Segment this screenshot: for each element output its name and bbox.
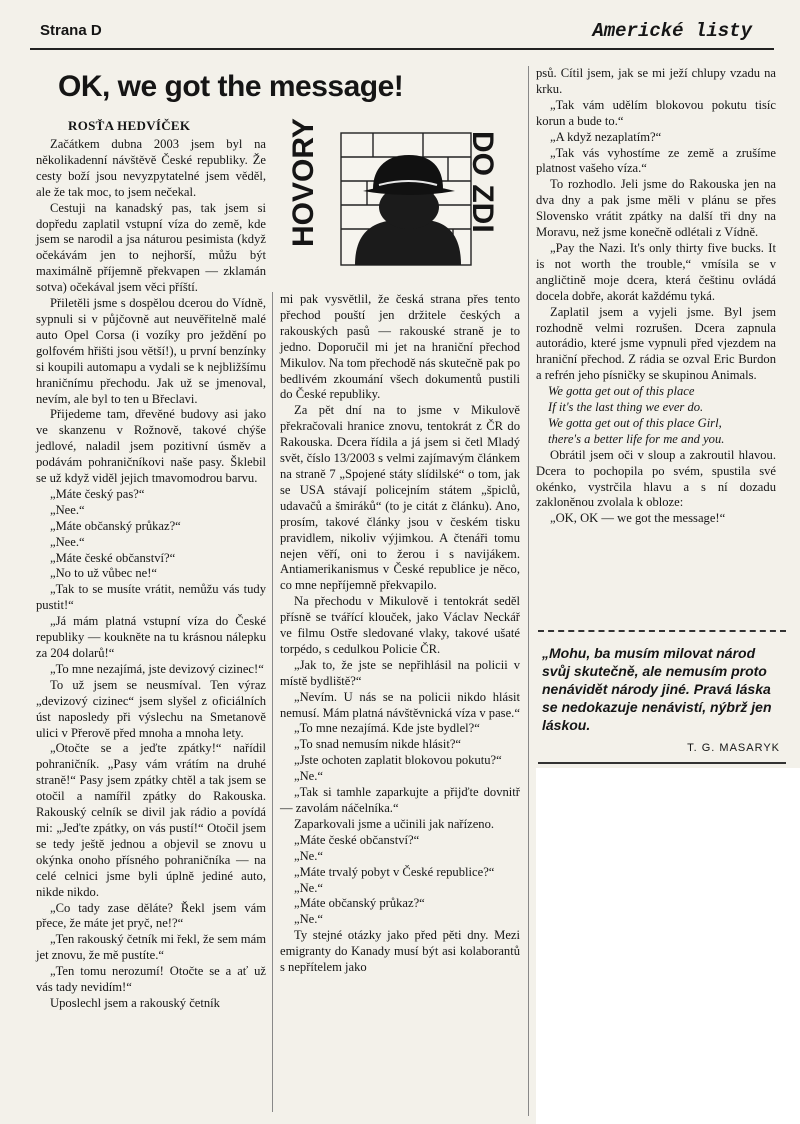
quote-bottom-rule [538, 762, 786, 764]
dialogue-line: „Tak si tamhle zaparkujte a přijďte dovnitř — zavolám náčelníka.“ [280, 785, 520, 815]
paragraph: To už jsem se neusmíval. Ten výraz „devizový cizinec“ jsem slyšel z oficiálních úst naposledy při výslechu na Smetanově ulici v Přerově před mnoha a mnoha lety. [36, 677, 266, 740]
paragraph: Přijedeme tam, dřevěné budovy asi jako ve skanzenu v Rožnově, takové chýše jedlové, naladil jsem pozitivní úsměv a podávám pohraničníkovi naše pasy. Šklebil se už když viděl jejich tmavomodrou barvu. [36, 407, 266, 486]
dialogue-line: „Ne.“ [294, 912, 324, 927]
paragraph: Začátkem dubna 2003 jsem byl na několikadenní návštěvě České republiky. Že cesty boží jsou nevyzpytatelné jsem věděl, ale že tak moc, to jsem nečekal. [36, 137, 266, 199]
article-column-3 [536, 66, 776, 527]
quote-author: T. G. MASARYK [687, 742, 780, 754]
masaryk-quote-box [538, 630, 786, 764]
dialogue-line: „Nee.“ [50, 502, 85, 517]
dialogue-line: „Ne.“ [294, 880, 324, 895]
article-column-1 [36, 137, 266, 1012]
dialogue-line: „To mne nezajímá, jste devizový cizinec!“ [50, 661, 264, 676]
logo-right-word: DO ZDI [466, 131, 499, 233]
song-lyric: there's a better life for me and you. [548, 431, 725, 446]
dialogue-line: „Máte trvalý pobyt v České republice?“ [294, 864, 495, 879]
dialogue-line: „Máte občanský průkaz?“ [50, 518, 181, 533]
dialogue-line: „Máte český pas?“ [50, 486, 145, 501]
dialogue-line: „Nee.“ [50, 534, 85, 549]
dialogue-line: „Jste ochoten zaplatit blokovou pokutu?“ [294, 753, 502, 768]
paragraph: Za pět dní na to jsme v Mikulově překračovali hranice znovu, tentokrát z ČR do Rakouska. Dcera řídila a já jsem si četl Mladý svět, číslo 13/2003 s velmi zajímavým článkem na straně 7 „Spojené státy slídilské“ o tom, jak se USA stávají policejním státem „špiclů, udavačů a šmiráků“ (to je citát z článku). Ano, prosím, takové články jsou v českém tisku pravidlem, nikoliv výjimkou. A čtenáři tomu nejen věří, oni to žerou i s navijákem. Antiamerikanismus v České republice je něco, co mne nepříjemně překvapilo. [280, 403, 520, 593]
dialogue-line: „Jak to, že jste se nepřihlásil na policii v místě bydliště?“ [280, 657, 520, 688]
dialogue-line: „Ne.“ [294, 769, 324, 784]
dialogue-line: „Máte české občanství?“ [50, 550, 176, 565]
dialogue-line: „Nevím. U nás se na policii nikdo hlásit nemusí. Mám platná návštěvnická víza v pase.“ [280, 689, 520, 720]
song-lyric: We gotta get out of this place Girl, [548, 415, 722, 430]
page-label: Strana D [40, 22, 102, 39]
dialogue-line: „OK, OK — we got the message!“ [550, 511, 726, 526]
quote-top-rule [538, 630, 786, 632]
column-divider [272, 292, 273, 1112]
quote-text: „Mohu, ba musím milovat národ svůj skutečně, ale nemusím proto nenávidět národy jiné. Pravá láska se nedokazuje nenávistí, nýbrž jen láskou. [542, 645, 772, 733]
paragraph: Obrátil jsem oči v sloup a zakroutil hlavou. Dcera to pochopila po svém, spustila své okénko, vystrčila hlavu a s ní dozadu zakloněnou zvolala k obloze: [536, 447, 776, 510]
header-rule [30, 48, 774, 50]
dialogue-line: „Tak to se musíte vrátit, nemůžu vás tudy pustit!“ [36, 582, 266, 613]
paragraph: Zaparkovali jsme a učinili jak nařízeno. [294, 816, 495, 831]
dialogue-line: „Ten rakouský četník mi řekl, že sem mám jet znovu, že mě pustíte.“ [36, 932, 266, 963]
column-divider [528, 66, 529, 1116]
dialogue-line: „Máte české občanství?“ [294, 832, 420, 847]
paragraph: „Otočte se a jeďte zpátky!“ nařídil pohraničník. „Pasy vám vrátím na druhé straně!“ Pasy jsem zpátky chtěl a tak jsem se otočil a namířil zpátky do Rakouska. Rakouský celník se divil jak rádio a povídá mi: „Jeďte zpátky, on vás pustí!“ Otočil jsem se tedy ještě jednou a objevil se znovu u okýnka onoho přísného pohraničníka — na celé celnici jsme byli úplně jediné auto, nikde nikdo. [36, 741, 266, 899]
dialogue-line: „To snad nemusím nikde hlásit?“ [294, 737, 461, 752]
paragraph: To rozhodlo. Jeli jsme do Rakouska jen na dva dny a pak jsme měli v plánu se přes Slovensko vrátit zpátky na další tři dny na Moravu, než jsme konečně odlétali z Vídně. [536, 177, 776, 240]
article-author: ROSŤA HEDVÍČEK [68, 118, 191, 133]
dialogue-line: „A když nezaplatím?“ [550, 129, 662, 144]
dialogue-line: „Já mám platná vstupní víza do České republiky — koukněte na tu krásnou nálepku za 204 dolarů!“ [36, 614, 266, 660]
article-column-2 [280, 292, 520, 976]
paragraph: Ty stejné otázky jako před pěti dny. Mezi emigranty do Kanady musí být asi kolaborantů s nepřítelem jako [280, 928, 520, 975]
article-title: OK, we got the message! [58, 70, 404, 103]
blank-area [536, 768, 800, 1124]
paragraph: Zaplatil jsem a vyjeli jsme. Byl jsem rozhodně velmi rozrušen. Dcera zapnula autorádio, které jsme vypnuli před vjezdem na hraniční přechod. Z rádia se ozval Eric Burdon a refrén jeho písničky se skupinou Animals. [536, 304, 776, 383]
paragraph: „Pay the Nazi. It's only thirty five bucks. It is not worth the trouble,“ vmísila se v angličtině moje dcera, která češtinu ovládá docela dobře, akorát každému tyká. [536, 240, 776, 303]
song-lyric: If it's the last thing we ever do. [548, 400, 704, 415]
paragraph: Na přechodu v Mikulově i tentokrát seděl přísně se tvářící klouček, jako Václav Neckář ve filmu Ostře sledované vlaky, takové ušaté torpédo, s cedulkou Policie ČR. [280, 594, 520, 656]
dialogue-line: „To mne nezajímá. Kde jste bydlel?“ [294, 721, 480, 736]
song-lyric: We gotta get out of this place [548, 384, 695, 399]
dialogue-line: „No to už vůbec ne!“ [50, 566, 157, 581]
dialogue-line: „Ten tomu nerozumí! Otočte se a ať už vás tady nevidím!“ [36, 964, 266, 995]
dialogue-line: „Máte občanský průkaz?“ [294, 896, 425, 911]
dialogue-line: „Tak vás vyhostíme ze země a zrušíme platnost vašeho víza.“ [536, 145, 776, 176]
paragraph: mi pak vysvětlil, že česká strana přes tento přechod pouští jen držitele českých a rakouských pasů — rakouské straně je to jedno. Doporučil mi jet na hraniční přechod Mikulov. Na tom přechodě nás skutečně pak po bedlivém zkoumání všech dokumentů pustili do České republiky. [280, 292, 520, 402]
dialogue-line: „Ne.“ [294, 848, 324, 863]
publication-name: Americké listy [592, 20, 752, 42]
logo-left-word: HOVORY [287, 118, 320, 247]
column-logo [283, 118, 501, 273]
paragraph: Přiletěli jsme s dospělou dcerou do Vídně, sypnuli si v půjčovně aut neuvěřitelně malé auto Opel Corsa (i vozíky pro ježdění po golfovém hřišti jsou větší!), u první benzínky si koupili automapu a vydali se k nejbližšímu hraničnímu přechodu. Jak už se jmenoval, nevím, ale byl to ten u Břeclavi. [36, 296, 266, 406]
dialogue-line: „Co tady zase děláte? Řekl jsem vám přece, že máte jet pryč, ne!?“ [36, 900, 266, 931]
paragraph: Cestuji na kanadský pas, tak jsem si dopředu zaplatil vstupní víza do země, kde jsem se narodil a jsa náturou pesimista (když očekávám jen to nejhorší, můžu být maximálně příjemně překvapen — zklamán sotva) očekával jsem věci příští. [36, 200, 266, 295]
dialogue-line: „Tak vám udělím blokovou pokutu tisíc korun a bude to.“ [536, 97, 776, 128]
paragraph: psů. Cítil jsem, jak se mi ježí chlupy vzadu na krku. [536, 66, 776, 96]
paragraph: Uposlechl jsem a rakouský četník [50, 995, 220, 1010]
